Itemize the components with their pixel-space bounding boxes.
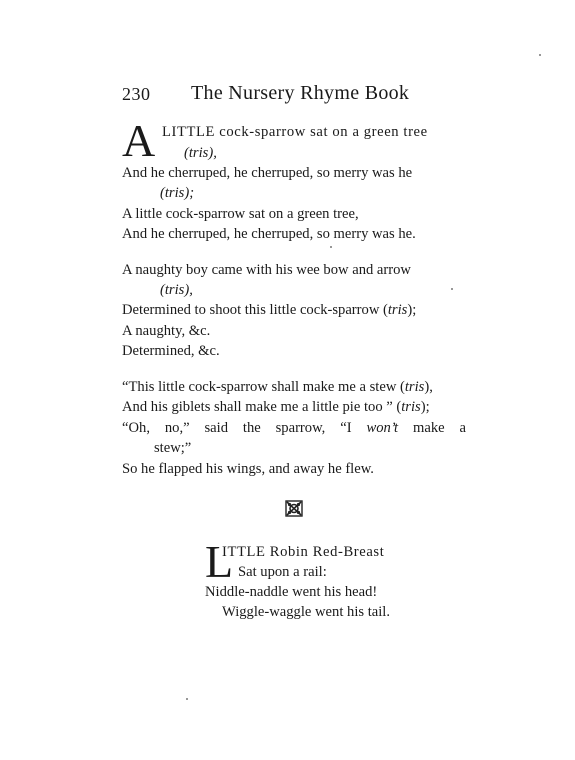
- italic-fragment: tris: [401, 399, 421, 415]
- rhyme1-line-12: “This little cock-sparrow shall make me a stew (tris),: [122, 379, 433, 395]
- drop-cap-l: L: [205, 536, 234, 587]
- rhyme1-line-15: stew;”: [154, 440, 192, 456]
- rhyme1-line-9: Determined to shoot this little cock-sparrow (tris);: [122, 302, 417, 318]
- knot-ornament-icon: [285, 500, 303, 517]
- scan-speck: [186, 698, 188, 700]
- rhyme1-line-5: A little cock-sparrow sat on a green tree,: [122, 206, 359, 222]
- page-number: 230: [122, 84, 151, 104]
- rhyme2-line-3: Niddle-naddle went his head!: [205, 584, 378, 600]
- rhyme1-line-3: And he cherruped, he cherruped, so merry was he: [122, 165, 413, 181]
- rhyme1-line-2: (tris),: [184, 145, 217, 161]
- rhyme1-line-1: LITTLE cock-sparrow sat on a green tree: [162, 124, 428, 140]
- drop-cap-a: A: [122, 115, 156, 166]
- rhyme1-line-11: Determined, &c.: [122, 343, 220, 359]
- rhyme2-line-2: Sat upon a rail:: [238, 564, 327, 580]
- scan-speck: [539, 54, 541, 56]
- rhyme1-line-6: And he cherruped, he cherruped, so merry was he.: [122, 226, 416, 242]
- rhyme1-line-13: And his giblets shall make me a little pie too ” (tris);: [122, 399, 430, 415]
- scan-speck: [451, 288, 453, 290]
- rhyme2-line-1: ITTLE Robin Red-Breast: [222, 544, 385, 560]
- running-head-title: The Nursery Rhyme Book: [191, 82, 410, 104]
- rhyme1-line-7: A naughty boy came with his wee bow and arrow: [122, 262, 411, 278]
- rhyme1-line-14: “Oh, no,” said the sparrow, “I won’t make a: [122, 420, 466, 436]
- rhyme1-line-16: So he flapped his wings, and away he flew.: [122, 461, 374, 477]
- italic-fragment: tris: [404, 379, 425, 395]
- italic-fragment: won’t: [366, 420, 399, 436]
- rhyme1-line-4: (tris);: [160, 185, 195, 201]
- italic-fragment: tris: [387, 302, 408, 318]
- rhyme2-line-4: Wiggle-waggle went his tail.: [222, 604, 391, 620]
- rhyme1-line-10: A naughty, &c.: [122, 323, 211, 339]
- rhyme1-line-8: (tris),: [160, 282, 193, 298]
- scan-speck: [330, 246, 332, 248]
